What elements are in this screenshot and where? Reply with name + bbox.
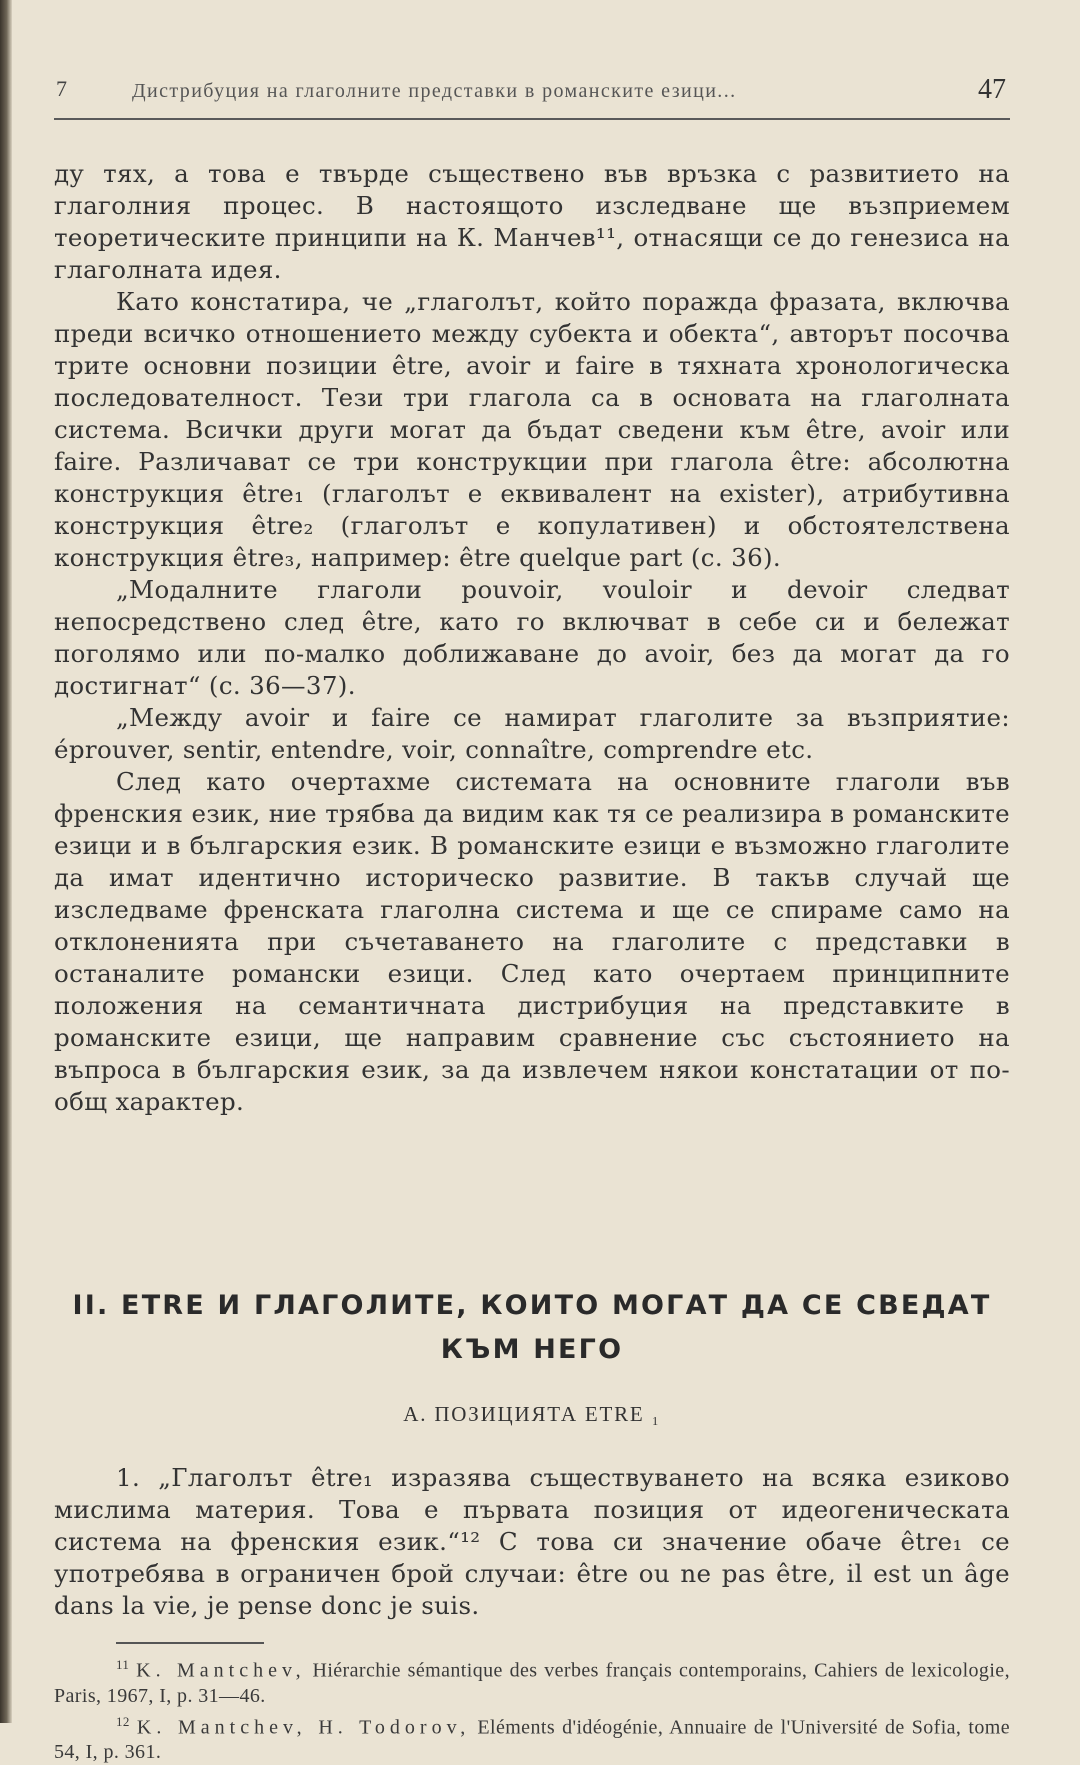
footnote-text: Hiérarchie sémantique des verbes français contemporains, Cahiers de lexicologie, Paris, 1967, I, p. 31—46. bbox=[54, 1659, 1010, 1707]
book-binding-edge bbox=[0, 0, 12, 1723]
section-heading-line-2: КЪМ НЕГО bbox=[440, 1334, 624, 1365]
paragraph-5: След като очертахме системата на основните глаголи във френския език, ние трябва да видим как тя се реализира в романските езици и в българския език. В романските езици е възможно глаголите да имат идентично историческо развитие. В такъв случай ще изследваме френската глаголна система и ще се спираме само на отклоненията при съчетаването на глаголите с представки в останалите романски езици. След като очертаем принципните положения на семантичната дистрибуция на представките в романските езици, ще направим сравнение със състоянието на въпроса в българския език, за да извлечем някои констатации от по-общ характер. bbox=[54, 767, 1010, 1116]
footnote-author: K. Mantchev, H. Todorov, bbox=[136, 1716, 471, 1739]
section-paragraph-1: 1. „Глаголът être₁ изразява съществуването на всяка езиково мислима материя. Това е първата позиция от идеогеническата система на френския език.“¹² С това си значение обаче être₁ се употребява в ограничен брой случаи: être ou ne pas être, il est un âge dans la vie, je pense donc je suis. bbox=[54, 1463, 1010, 1620]
book-page bbox=[54, 70, 1010, 1764]
footnote-number: 11 bbox=[116, 1657, 130, 1672]
footnote-rule bbox=[116, 1642, 264, 1644]
footnote-12 bbox=[54, 1709, 1010, 1765]
subsection-heading: А. ПОЗИЦИЯТА ETRE ₁ bbox=[403, 1402, 661, 1426]
paragraph-3: „Модалните глаголи pouvoir, vouloir и devoir следват непосредствено след être, като го включват в себе си и бележат поголямо или по-малко доближаване до avoir, без да могат да го достигнат“ (с. 36—37). bbox=[54, 575, 1010, 700]
header-rule bbox=[54, 118, 1010, 120]
footnote-number: 12 bbox=[116, 1713, 130, 1729]
footnote-author: K. Mantchev, bbox=[136, 1659, 306, 1682]
running-title: Дистрибуция на глаголните представки в романските езици... bbox=[132, 80, 737, 102]
footnote-text: Eléments d'idéogénie, Annuaire de l'Université de Sofia, tome 54, I, p. 361. bbox=[54, 1716, 1010, 1764]
folio-left: 7 bbox=[56, 76, 67, 101]
section-heading bbox=[54, 1284, 1010, 1372]
paragraph-1: ду тях, а това е твърде съществено във връзка с развитието на глаголния процес. В настоящото изследване ще възприемем теоретическите принципи на К. Манчев¹¹, отнасящи се до генезиса на глаголната идея. bbox=[54, 159, 1010, 284]
footnote-11 bbox=[54, 1652, 1010, 1709]
main-text bbox=[54, 158, 1010, 1118]
paragraph-4: „Между avoir и faire се намират глаголите за възприятие: éprouver, sentir, entendre, voir, connaître, comprendre etc. bbox=[54, 703, 1010, 764]
paragraph-2: Като констатира, че „глаголът, който поражда фразата, включва преди всичко отношението между субекта и обекта“, авторът посочва трите основни позиции être, avoir и faire в тяхната хронологическа последователност. Тези три глагола са в основата на глаголната система. Всички други могат да бъдат сведени към être, avoir или faire. Различават се три конструкции при глагола être: абсолютна конструкция être₁ (глаголът е еквивалент на exister), атрибутивна конструкция être₂ (глаголът е копулативен) и обстоятелствена конструкция être₃, например: être quelque part (с. 36). bbox=[54, 287, 1010, 572]
page-number: 47 bbox=[978, 74, 1006, 105]
running-header bbox=[54, 70, 1010, 114]
section-heading-line-1: II. ETRE И ГЛАГОЛИТЕ, КОИТО МОГАТ ДА СЕ СВЕДАТ bbox=[72, 1290, 992, 1321]
footnotes bbox=[54, 1652, 1010, 1765]
